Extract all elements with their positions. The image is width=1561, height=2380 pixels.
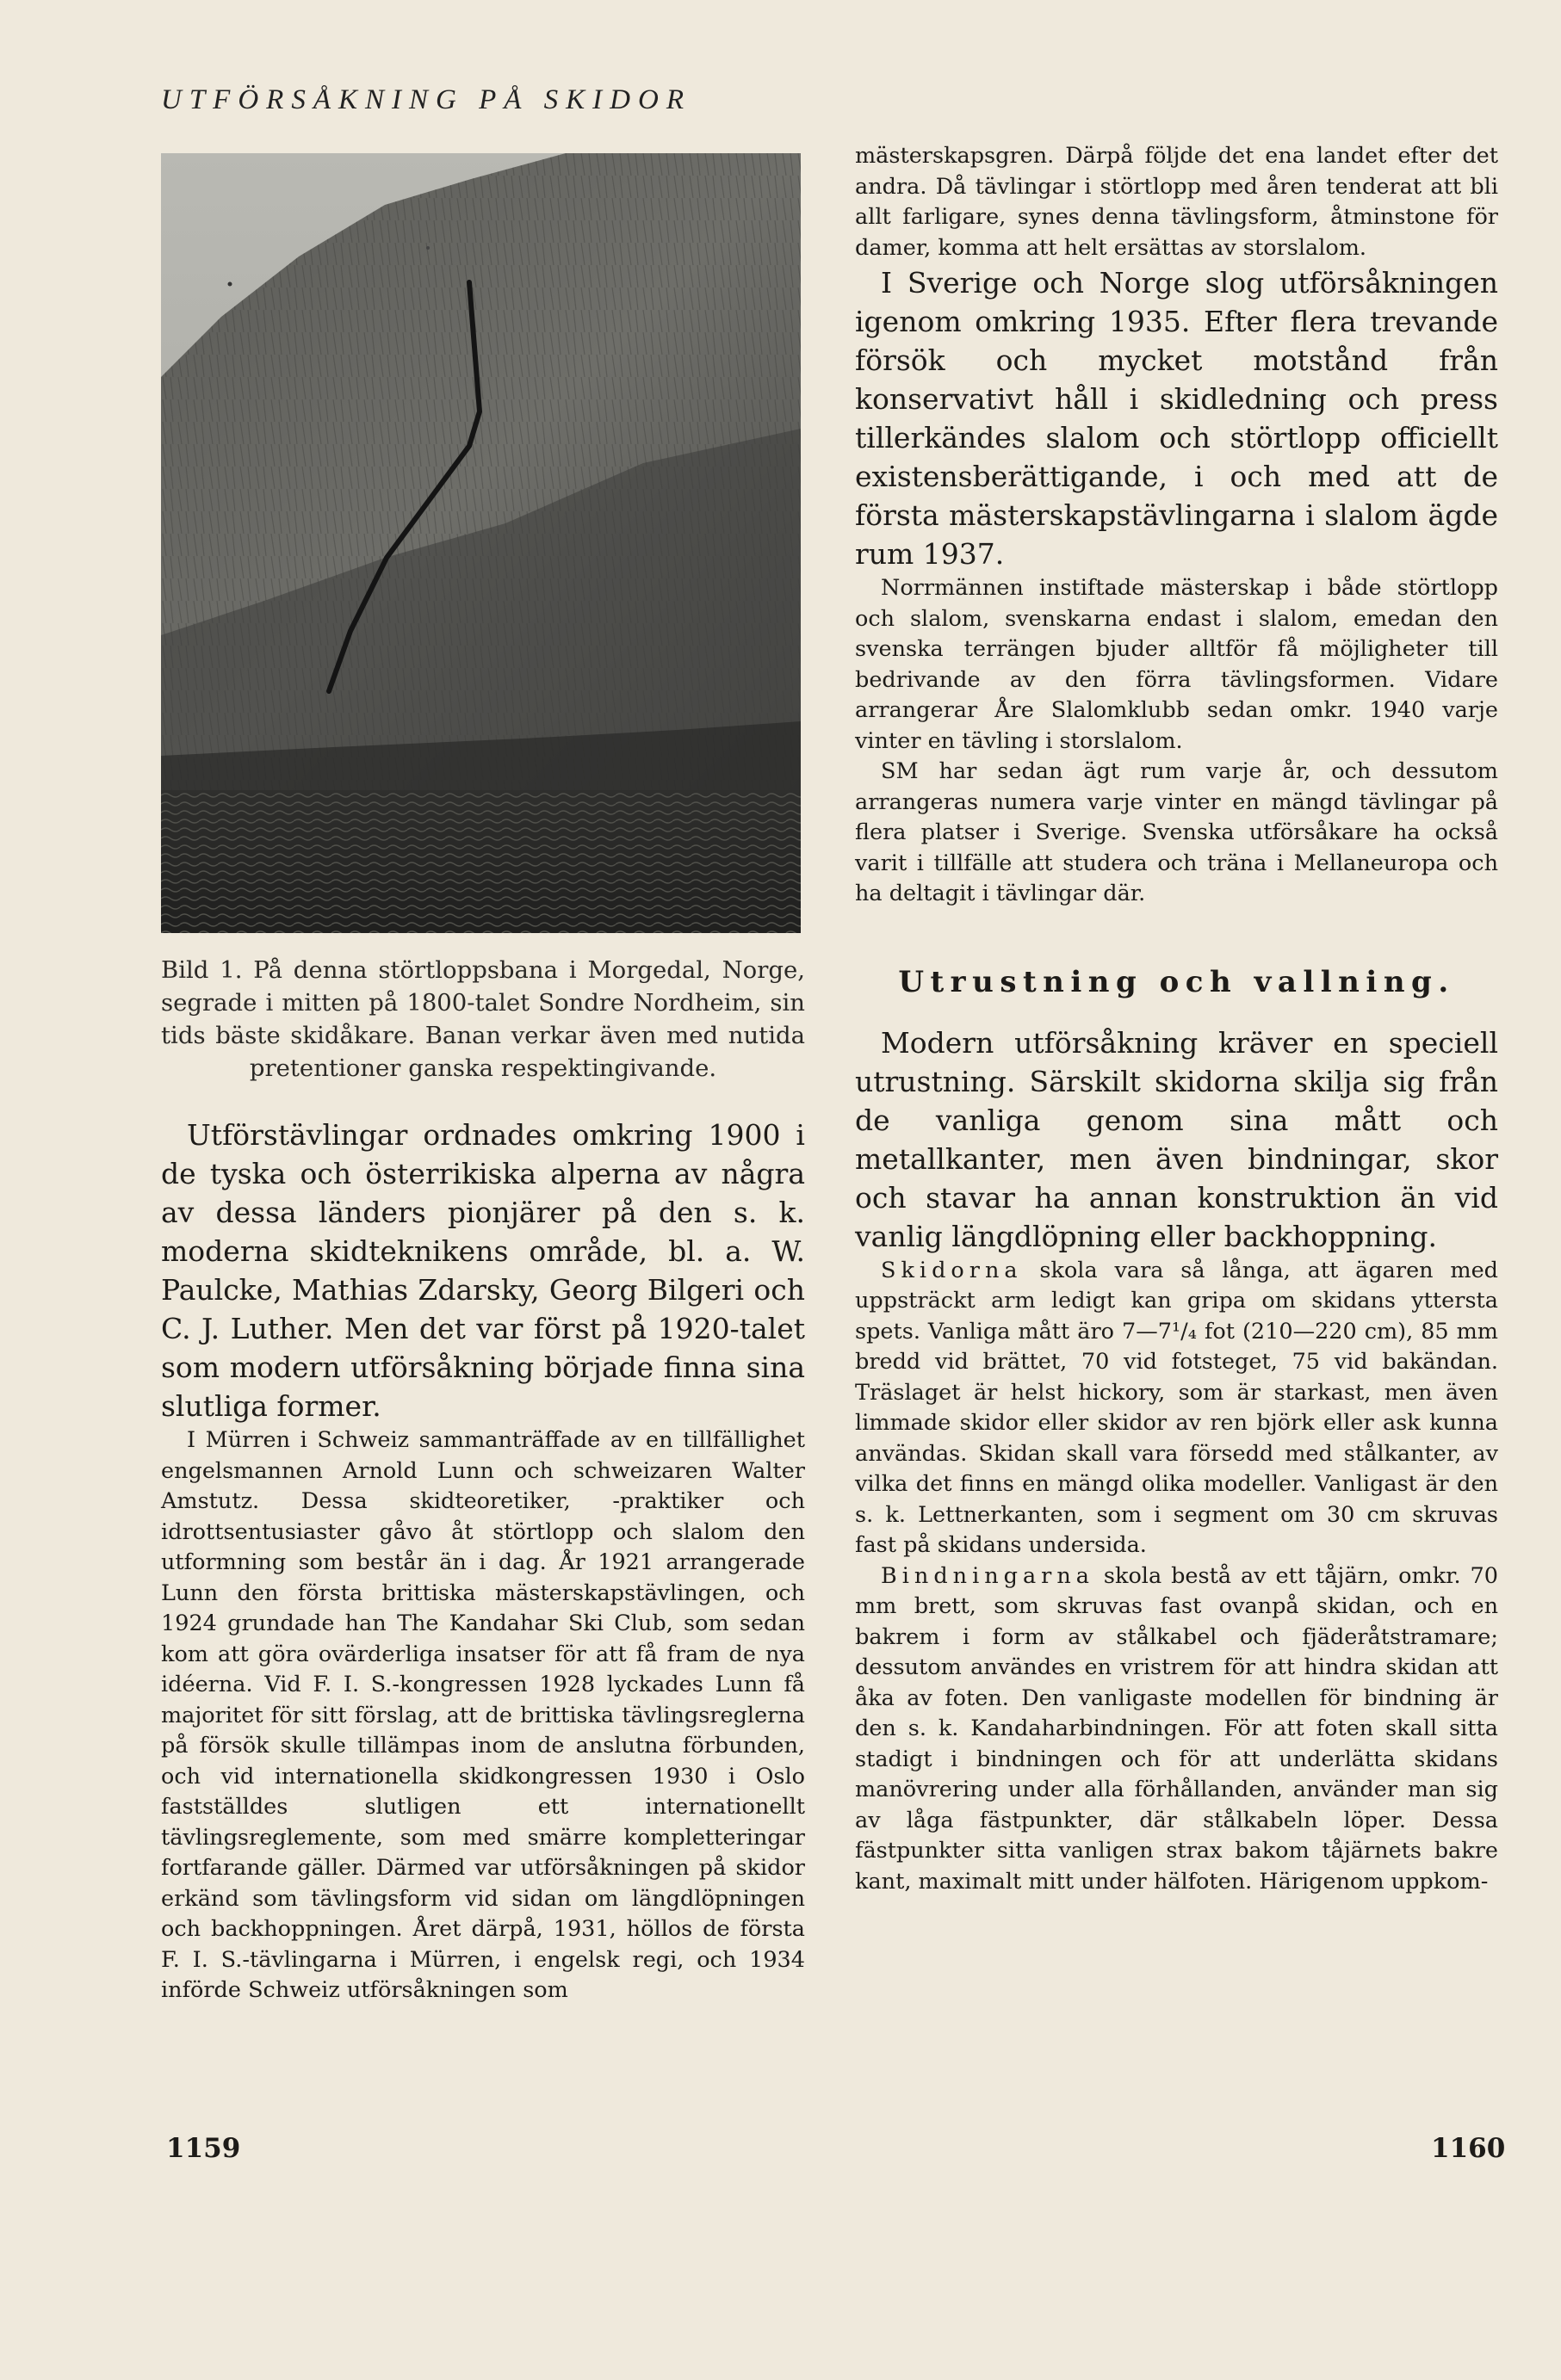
body-paragraph: I Mürren i Schweiz sammanträffade av en tillfällighet engelsmannen Arnold Lunn och schweizaren Walter Amstutz. Dessa skidteoretiker, -praktiker och idrottsentusiaster gåvo åt störtlopp och slalom den utformning som består än i dag. År 1921 arrangerade Lunn den första brittiska mästerskapstävlingen, och 1924 grundade han The Kandahar Ski Club, som sedan kom att göra ovärderliga insatser för att få fram de nya idéerna. Vid F. I. S.-kongressen 1928 lyckades Lunn få majoritet för sitt förslag, att de brittiska tävlingsreglerna på försök skulle tillämpas inom de anslutna förbunden, och vid internationella skidkongressen 1930 i Oslo fastställdes slutligen ett internationellt tävlingsreglemente, som med smärre kompletteringar fortfarande gäller. Därmed var utförsåkningen på skidor erkänd som tävlingsform vid sidan om längdlöpningen och backhoppningen. Året därpå, 1931, höllos de första F. I. S.-tävlingarna i Mürren, i engelsk regi, och 1934 införde Schweiz utförsåkningen som bbox=[161, 1427, 805, 2003]
page-number-right: 1160 bbox=[1431, 2133, 1506, 2164]
body-paragraph: Norrmännen instiftade mästerskap i både störtlopp och slalom, svenskarna endast i slalom, emedan den svenska terrängen bjuder alltför få möjligheter till bedrivande av den förra tävlingsformen. Vidare arrangerar Åre Slalomklubb sedan omkr. 1940 varje vinter en tävling i storslalom. bbox=[855, 575, 1498, 754]
paragraph-text: skola vara så långa, att ägaren med uppsträckt arm ledigt kan gripa om skidans yttersta spets. Vanliga mått äro 7—7¹/₄ fot (210—220 cm), 85 mm bredd vid brättet, 70 vid fotsteget, 75 vid bakändan. Träslaget är helst hickory, som är starkast, men även limmade skidor eller skidor av ren björk eller ask kunna användas. Skidan skall vara försedd med stålkanter, av vilka det finns en mängd olika modeller. Vanligast är den s. k. Lettnerkanten, som i segment om 30 cm skruvas fast på skidans undersida. bbox=[855, 1257, 1499, 1558]
figure-caption: Bild 1. På denna störtloppsbana i Morgedal, Norge, segrade i mitten på 1800-talet Sondre Nordheim, sin tids bäste skidåkare. Banan verkar även med nutida pretentioner ganska respektingivande. bbox=[161, 956, 805, 1082]
right-column bbox=[855, 141, 1498, 1897]
body-paragraph: Utförstävlingar ordnades omkring 1900 i de tyska och österrikiska alperna av några av dessa länders pionjärer på den s. k. moderna skidteknikens område, bl. a. W. Paulcke, Mathias Zdarsky, Georg Bilgeri och C. J. Luther. Men det var först på 1920-talet som modern utförsåkning började finna sina slutliga former. bbox=[161, 1118, 805, 1423]
figure-photo bbox=[161, 153, 801, 933]
running-title: UTFÖRSÅKNING PÅ SKIDOR bbox=[161, 84, 691, 115]
mountain-lake-photo bbox=[161, 153, 801, 933]
body-paragraph bbox=[855, 1256, 1498, 1561]
body-paragraph: SM har sedan ägt rum varje år, och dessutom arrangeras numera varje vinter en mängd tävlingar på flera platser i Sverige. Svenska utförsåkare ha också varit i tillfälle att studera och träna i Mellaneuropa och ha deltagit i tävlingar där. bbox=[855, 758, 1498, 906]
run-in-term: Bindningarna bbox=[881, 1562, 1094, 1589]
page-number-left: 1159 bbox=[166, 2133, 241, 2164]
body-paragraph bbox=[855, 1561, 1498, 1898]
body-paragraph: Modern utförsåkning kräver en speciell utrustning. Särskilt skidorna skilja sig från de vanliga genom sina mått och metallkanter, men även bindningar, skor och stavar ha annan konstruktion än vid vanlig längdlöpning eller backhoppning. bbox=[855, 1025, 1498, 1253]
body-paragraph: mästerskapsgren. Därpå följde det ena landet efter det andra. Då tävlingar i störtlopp med åren tenderat att bli allt farligare, synes denna tävlingsform, åtminstone för damer, komma att helt ersättas av storslalom. bbox=[855, 143, 1498, 261]
run-in-term: Skidorna bbox=[881, 1257, 1023, 1283]
body-paragraph: I Sverige och Norge slog utförsåkningen igenom omkring 1935. Efter flera trevande försök och mycket motstånd från konservativt håll i skidledning och press tillerkändes slalom och störtlopp officiellt existensberättigande, i och med att de första mästerskapstävlingarna i slalom ägde rum 1937. bbox=[855, 266, 1498, 571]
left-column bbox=[161, 153, 805, 2006]
section-heading: Utrustning och vallning. bbox=[898, 964, 1455, 999]
paragraph-text: skola bestå av ett tåjärn, omkr. 70 mm brett, som skruvas fast ovanpå skidan, och en bakrem i form av stålkabel och fjäderåtstramare; dessutom användes en vristrem för att hindra skidan att åka av foten. Den vanligaste modellen för bindning är den s. k. Kandaharbindningen. För att foten skall sitta stadigt i bindningen och för att underlätta skidans manövrering under alla förhållanden, använder man sig av låga fästpunkter, där stålkabeln löper. Dessa fästpunkter sitta vanligen strax bakom tåjärnets bakre kant, maximalt mitt under hälfoten. Härigenom uppkom- bbox=[855, 1562, 1499, 1895]
